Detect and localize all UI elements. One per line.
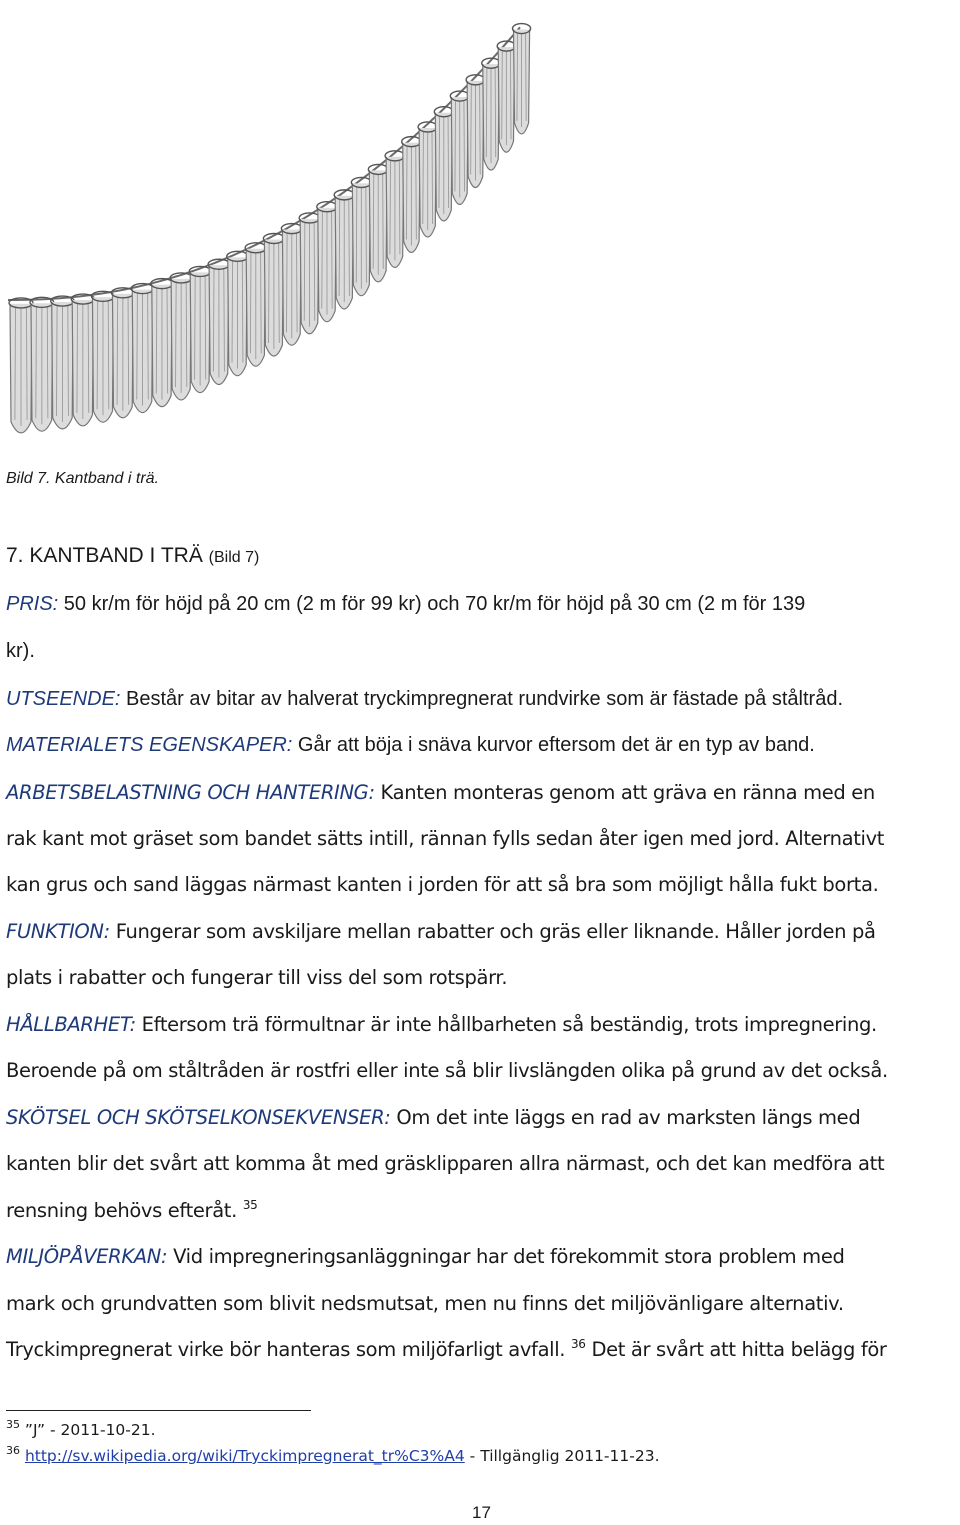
wood-piece [351,177,371,295]
section-heading [6,544,259,568]
arbets-line-3: kan grus och sand läggas närmast kanten i jorden för att så bra som möjligt hålla fukt borta. [6,873,879,896]
footnote-divider [6,1410,311,1411]
footnote-36-link[interactable]: http://sv.wikipedia.org/wiki/Tryckimpregnerat_tr%C3%A4 [24,1447,465,1465]
wood-piece [434,107,453,221]
skotsel-label: SKÖTSEL OCH SKÖTSELKONSEKVENSER: [6,1106,391,1129]
wood-piece [368,164,388,281]
wood-piece [385,151,405,268]
wood-piece [71,294,94,426]
pris-line-2: kr). [6,640,35,662]
wood-piece [131,284,154,413]
footnote-35 [6,1418,156,1439]
wood-piece [281,224,302,346]
wood-piece [30,297,54,431]
wood-piece [263,233,284,356]
footnote-36-text: - Tillgänglig 2011-11-23. [464,1447,660,1465]
section-title: 7. KANTBAND I TRÄ [6,544,203,567]
footnote-35-number: 35 [6,1418,20,1431]
miljo-line-2: mark och grundvatten som blivit nedsmutsat, men nu finns det miljövänligare alternativ. [6,1292,844,1315]
wood-piece [245,243,266,366]
wood-piece [227,251,248,375]
miljo-text-3b: Det är svårt att hitta belägg för [585,1338,887,1361]
miljo-label: MILJÖPÅVERKAN: [6,1245,168,1268]
figure-caption: Bild 7. Kantband i trä. [6,470,159,487]
arbets-line-1 [6,781,875,804]
wood-piece [91,291,114,422]
footnote-ref-36[interactable]: 36 [571,1337,586,1351]
wood-piece [450,91,469,204]
wood-piece [111,288,134,418]
arbets-label: ARBETSBELASTNING OCH HANTERING: [6,781,375,804]
skotsel-text-1: Om det inte läggs en rad av marksten längs med [390,1106,861,1129]
edging-band-sketch [0,0,960,440]
hallbar-line-2: Beroende på om ståltråden är rostfri eller inte så blir livslängden olika på grund av det också. [6,1059,888,1082]
miljo-line-3 [6,1338,887,1361]
footnote-35-text: ”J” - 2011-10-21. [20,1421,156,1439]
wood-piece [418,122,437,237]
arbets-text-1: Kanten monteras genom att gräva en ränna med en [374,781,875,804]
hallbar-label: HÅLLBARHET: [6,1013,136,1036]
wood-piece [170,273,192,400]
wood-piece [317,202,337,322]
pris-line-1 [6,593,805,616]
funktion-label: FUNKTION: [6,920,110,943]
miljo-text-1: Vid impregneringsanläggningar har det förekommit stora problem med [167,1245,845,1268]
section-ref: (Bild 7) [208,549,260,566]
wood-piece [299,213,320,334]
utseende-text: Består av bitar av halverat tryckimpregnerat rundvirke som är fästade på ståltråd. [120,688,844,710]
funktion-line-1 [6,920,876,943]
wood-piece [189,266,211,392]
material-text: Går att böja i snäva kurvor eftersom det är en typ av band. [292,734,815,756]
funktion-text-1: Fungerar som avskiljare mellan rabatter och gräs eller liknande. Håller jorden på [109,920,876,943]
skotsel-line-2: kanten blir det svårt att komma åt med gräsklipparen allra närmast, och det kan medföra att [6,1152,885,1175]
pris-text-1: 50 kr/m för höjd på 20 cm (2 m för 99 kr) och 70 kr/m för höjd på 30 cm (2 m för 139 [58,593,806,615]
wood-piece [402,137,421,253]
material-label: MATERIALETS EGENSKAPER: [6,734,293,756]
wood-piece [208,259,230,384]
page-number: 17 [472,1503,491,1522]
footnote-36 [6,1444,660,1465]
wood-piece [482,58,500,170]
footnote-ref-35[interactable]: 35 [242,1198,258,1212]
wood-piece [334,190,354,309]
wood-piece [513,24,531,134]
utseende-label: UTSEENDE: [6,688,121,710]
material-line [6,734,815,757]
hallbar-text-1: Eftersom trä förmultnar är inte hållbarheten så beständig, trots impregnering. [135,1013,877,1036]
hallbar-line-1 [6,1013,877,1036]
skotsel-line-1 [6,1106,860,1129]
pris-label: PRIS: [6,593,59,615]
miljo-text-3a: Tryckimpregnerat virke bör hanteras som miljöfarligt avfall. [6,1338,566,1361]
utseende-line [6,688,843,711]
wood-piece [497,41,515,152]
miljo-line-1 [6,1245,845,1268]
wood-piece [466,75,485,188]
skotsel-line-3 [6,1199,257,1222]
arbets-line-2: rak kant mot gräset som bandet sätts intill, rännan fylls sedan åter igen med jord. Alternativt [6,827,885,850]
funktion-line-2: plats i rabatter och fungerar till viss del som rotspärr. [6,966,508,989]
wood-piece [51,296,74,429]
wood-piece [9,298,33,433]
skotsel-text-3: rensning behövs efteråt. [6,1199,237,1222]
wood-piece [151,279,173,407]
footnote-36-number: 36 [6,1444,20,1457]
